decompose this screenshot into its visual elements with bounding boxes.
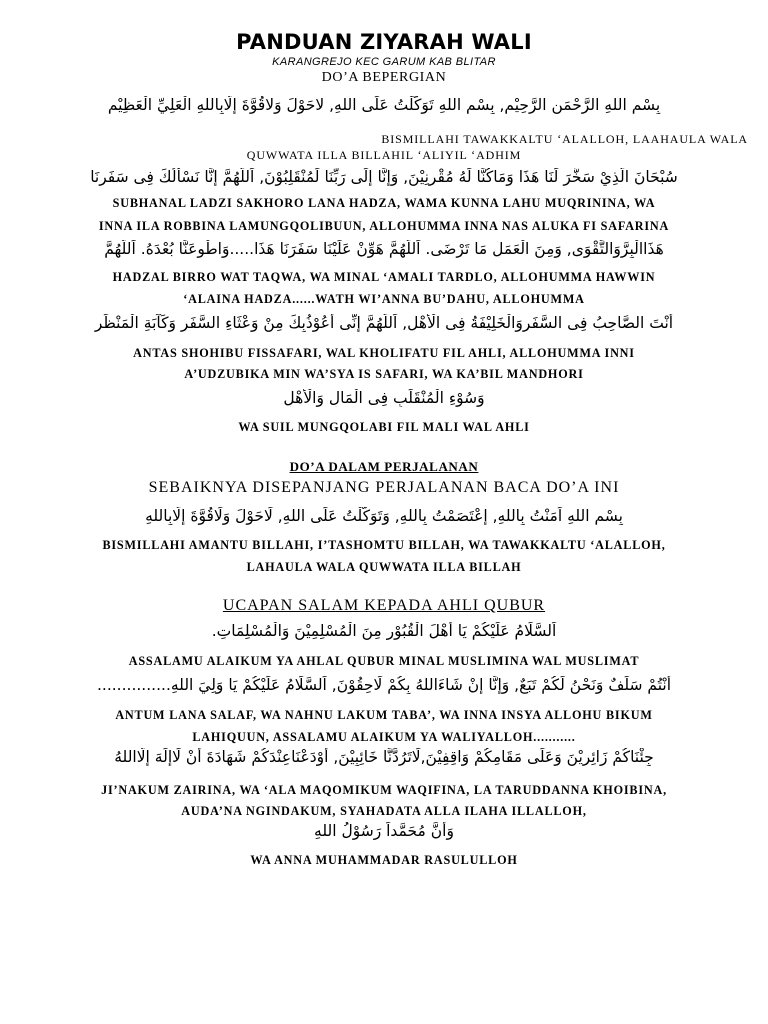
transliteration-line: ‘ALAINA HADZA......WATH WI’ANNA BU’DAHU, ALLOHUMMA [183, 292, 585, 306]
transliteration-line: BISMILLAHI AMANTU BILLAHI, I’TASHOMTU BILLAH, WA TAWAKKALTU ‘ALALLOH, [102, 538, 666, 552]
arabic-line: أَنْتَ الصَّاحِبُ فِى السَّفَرِوَالْخَلِيْفَةُ فِى الْأَهْلِ, اَللَّهُمَّ إِنِّى أَعُوْذُبِكَ مِنْ وَعْثَاءِ السَّفَرِ وَكَآبَةِ الْمَنْظَرِ [94, 314, 674, 332]
section-subheading: SEBAIKNYA DISEPANJANG PERJALANAN BACA DO’A INI [148, 479, 620, 496]
page-subtitle: KARANGREJO KEC GARUM KAB BLITAR [272, 56, 496, 68]
section-heading-perjalanan [0, 459, 768, 475]
arabic-line: أَنْتُمْ سَلَفٌ وَنَحْنُ لَكُمْ تَبَعٌ, وَإِنَّا إِنْ شَاءَاللهُ بِكُمْ لَاحِقُوْنَ, اَلسَّلَامُ عَلَيْكُمْ يَا وَلِيَ اللهِ............... [96, 676, 672, 694]
transliteration-line: BISMILLAHI TAWAKKALTU ‘ALALLOH, LAAHAULA WALA [381, 132, 748, 146]
arabic-line: وَسُوْءِ الْمُنْقَلَبِ فِى الْمَالِ وَالْأَهْلِ [283, 389, 485, 407]
arabic-line: هَذَاالْبِرَّوَالتَّقْوَى, وَمِنَ الْعَمَلِ مَا تَرْضَى. اَللَّهُمَّ هَوِّنْ عَلَيْنَا سَفَرَنَا هَذَا.....وَاطْوِعَنَّا بُعْدَهُ. اَللَّهُمَّ [104, 240, 664, 258]
transliteration-line: A’UDZUBIKA MIN WA’SYA IS SAFARI, WA KA’BIL MANDHORI [184, 367, 584, 381]
transliteration-line: JI’NAKUM ZAIRINA, WA ‘ALA MAQOMIKUM WAQIFINA, LA TARUDDANNA KHOIBINA, [101, 783, 667, 797]
page-title: PANDUAN ZIYARAH WALI [236, 30, 532, 54]
transliteration-line: HADZAL BIRRO WAT TAQWA, WA MINAL ‘AMALI TARDLO, ALLOHUMMA HAWWIN [112, 270, 656, 284]
transliteration-line: ANTAS SHOHIBU FISSAFARI, WAL KHOLIFATU FIL AHLI, ALLOHUMMA INNI [133, 346, 635, 360]
arabic-line: جِئْنَاكُمْ زَائِرِيْنَ وَعَلَى مَقَامِكُمْ وَاقِفِيْنَ,لَاتَرُدَّنَّا خَائِبِيْنَ, أَوْدَعْنَاعِنْدَكُمْ شَهَادَةَ أَنْ لَاإِلَهَ إِلَّااللهُ [114, 748, 654, 766]
section-heading-salam [0, 597, 768, 615]
arabic-line: سُبْحَانَ الَّذِيْ سَخَّرَ لَنَا هَذَا وَمَاكُنَّا لَهُ مُقْرِنِيْنَ, وَإِنَّا إِلَى رَبِّنَا لَمُنْقَلِبُوْنَ, اَللَّهُمَّ إِنَّا نَسْأَلُكَ فِى سَفَرِنَا [90, 168, 678, 186]
transliteration-line: INNA ILA ROBBINA LAMUNGQOLIBUUN, ALLOHUMMA INNA NAS ALUKA FI SAFARINA [98, 219, 670, 233]
transliteration-line: QUWWATA ILLA BILLAHIL ‘ALIYIL ‘ADHIM [246, 148, 522, 162]
section-heading-text: UCAPAN SALAM KEPADA AHLI QUBUR [222, 597, 546, 614]
transliteration-line: WA ANNA MUHAMMADAR RASULULLOH [250, 853, 518, 867]
transliteration-line: LAHIQUUN, ASSALAMU ALAIKUM YA WALIYALLOH........... [192, 730, 576, 744]
transliteration-line: AUDA’NA NGINDAKUM, SYAHADATA ALLA ILAHA ILLALLOH, [181, 804, 587, 818]
arabic-line: اَلسَّلَامُ عَلَيْكُمْ يَا أَهْلَ الْقُبُوْرِ مِنَ الْمُسْلِمِيْنَ وَالْمُسْلِمَاتِ. [211, 622, 557, 640]
transliteration-line: ANTUM LANA SALAF, WA NAHNU LAKUM TABA’, WA INNA INSYA ALLOHU BIKUM [115, 708, 653, 722]
transliteration-line: ASSALAMU ALAIKUM YA AHLAL QUBUR MINAL MUSLIMINA WAL MUSLIMAT [128, 654, 640, 668]
transliteration-line: LAHAULA WALA QUWWATA ILLA BILLAH [246, 560, 522, 574]
transliteration-line: SUBHANAL LADZI SAKHORO LANA HADZA, WAMA KUNNA LAHU MUQRININA, WA [112, 196, 656, 210]
section-heading-text: DO’A DALAM PERJALANAN [289, 459, 479, 474]
section-heading-bepergian: DO’A BEPERGIAN [321, 70, 447, 85]
arabic-line: وَأَنَّ مُحَمَّداً رَسُوْلُ اللهِ [314, 822, 454, 840]
transliteration-line: WA SUIL MUNGQOLABI FIL MALI WAL AHLI [238, 420, 530, 434]
arabic-line: بِسْمِ اللهِ اَمَنْتُ بِاللهِ, إِعْتَصَمْتُ بِاللهِ, وَتَوَكَّلْتُ عَلَى اللهِ, لَاحَوْلَ وَلَاقُوَّةَ إِلَّابِاللهِ [145, 507, 623, 525]
arabic-line: بِسْمِ اللهِ الرَّحْمَنِ الرَّحِيْمِ, بِسْمِ اللهِ تَوَكَّلْتُ عَلَى اللهِ, لاحَوْلَ وَلاقُوَّةَ إِلَّابِاللهِ الْعَلِيِّ الْعَظِيْمِ [107, 96, 661, 114]
